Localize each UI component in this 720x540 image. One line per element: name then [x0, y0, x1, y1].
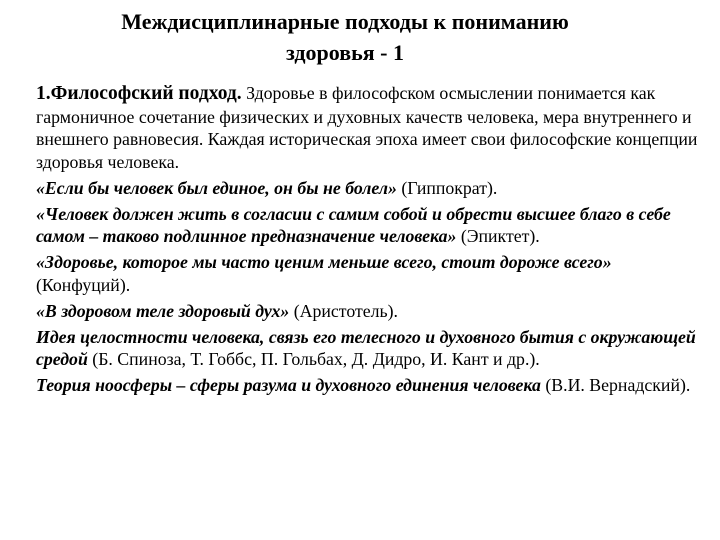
quote-author: (В.И. Вернадский).	[540, 375, 691, 395]
quote-confucius	[36, 251, 708, 296]
quote-author: (Эпиктет).	[456, 226, 540, 246]
quote-text: «Здоровье, которое мы часто ценим меньше всего, стоит дороже всего»	[36, 252, 612, 272]
quote-author: (Б. Спиноза, Т. Гоббс, П. Гольбах, Д. Дидро, И. Кант и др.).	[87, 349, 540, 369]
quote-integrity	[36, 326, 708, 371]
slide-body	[36, 82, 708, 397]
intro-paragraph	[36, 82, 708, 173]
quote-text: «Человек должен жить в согласии с самим собой и обрести высшее благо в себе самом – таково подлинное предназначение человека»	[36, 203, 671, 246]
quote-text: Идея целостности человека, связь его телесного и духовного бытия с окружающей средой	[36, 326, 696, 369]
intro-lead: 1.Философский подход.	[36, 83, 242, 104]
intro-text: Здоровье в философском осмыслении понимается как гармоничное сочетание физических и духовных качеств человека, мера внутреннего и внешнего равновесия. Каждая историческая эпоха имеет свои философские концепции здоровья человека.	[36, 83, 698, 172]
slide-title	[0, 6, 690, 68]
quote-noosphere	[36, 374, 708, 397]
quote-author: (Конфуций).	[36, 274, 131, 295]
quote-hippocrates	[36, 177, 708, 200]
quote-aristotle	[36, 300, 708, 323]
title-line-2: здоровья - 1	[285, 40, 404, 65]
quote-text: Теория ноосферы – сферы разума и духовного единения человека	[36, 375, 541, 395]
quote-text: «Если бы человек был единое, он бы не болел»	[36, 177, 397, 198]
quote-text: «В здоровом теле здоровый дух»	[36, 300, 290, 321]
title-line-1: Междисциплинарные подходы к пониманию	[121, 9, 569, 34]
quote-epictetus	[36, 203, 708, 248]
quote-author: (Аристотель).	[289, 300, 399, 321]
quote-author: (Гиппократ).	[396, 177, 498, 198]
